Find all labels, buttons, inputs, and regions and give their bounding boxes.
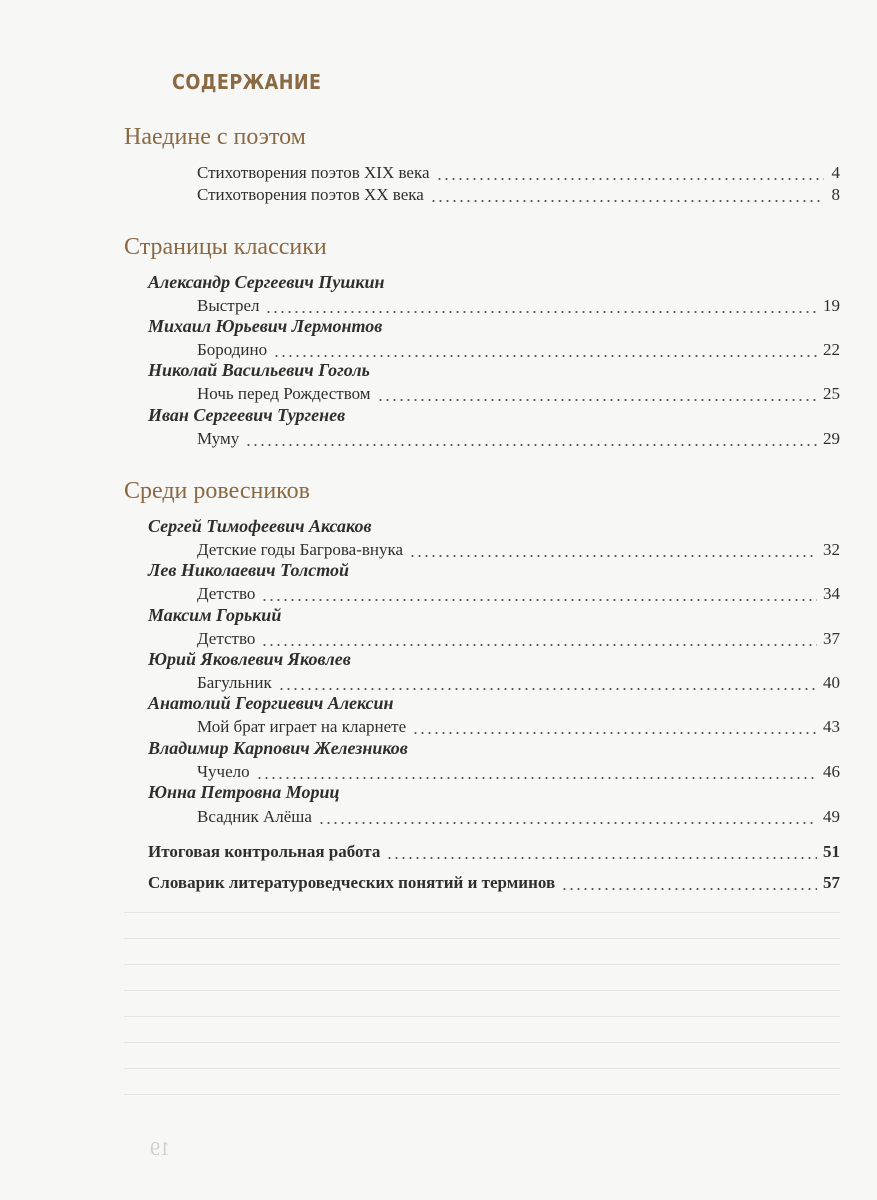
entry-page: 8: [831, 185, 840, 204]
entry-page: 43: [823, 717, 840, 736]
dot-leader: [436, 177, 825, 181]
entry-page: 51: [823, 842, 840, 861]
toc-entry-glossary[interactable]: [148, 873, 840, 895]
entry-page: 4: [831, 163, 840, 182]
entry-page: 46: [823, 762, 840, 781]
dot-leader: [377, 398, 817, 402]
entry-title: Детство: [197, 629, 256, 648]
entry-page: 29: [823, 429, 840, 448]
author-name: Иван Сергеевич Тургенев: [148, 405, 346, 425]
entry-title: Багульник: [197, 673, 272, 692]
toc-entry[interactable]: [197, 384, 840, 406]
dot-leader: [430, 199, 824, 203]
author-name: Сергей Тимофеевич Аксаков: [148, 516, 372, 536]
toc-entry[interactable]: [197, 296, 840, 318]
entry-title: Детские годы Багрова-внука: [197, 540, 404, 559]
author-name: Александр Сергеевич Пушкин: [148, 272, 385, 292]
author-name: Лев Николаевич Толстой: [148, 560, 350, 580]
entry-title: Итоговая контрольная работа: [148, 842, 381, 861]
entry-page: 22: [823, 340, 840, 359]
toc-entry[interactable]: [197, 185, 840, 207]
page-folio-showthrough: 19: [150, 1138, 170, 1160]
dot-leader: [265, 310, 817, 314]
toc-entry[interactable]: [197, 629, 840, 651]
toc-entry[interactable]: [197, 429, 840, 451]
author-name: Юрий Яковлевич Яковлев: [148, 649, 351, 669]
entry-page: 25: [823, 384, 840, 403]
entry-page: 57: [823, 873, 840, 892]
section-title-naedine: Наедине с поэтом: [124, 124, 306, 150]
ruled-line: [124, 990, 840, 991]
dot-leader: [245, 443, 817, 447]
toc-entry[interactable]: [197, 584, 840, 606]
entry-page: 32: [823, 540, 840, 559]
dot-leader: [278, 687, 817, 691]
section-title-klassika: Страницы классики: [124, 234, 327, 260]
ruled-line: [124, 1042, 840, 1043]
author-name: Владимир Карпович Железников: [148, 738, 408, 758]
section-title-rovesniki: Среди ровесников: [124, 478, 310, 504]
entry-page: 40: [823, 673, 840, 692]
toc-entry-final-test[interactable]: [148, 842, 840, 864]
entry-title: Ночь перед Рождеством: [197, 384, 371, 403]
author-name: Юнна Петровна Мориц: [148, 782, 340, 802]
author-name: Михаил Юрьевич Лермонтов: [148, 316, 383, 336]
entry-title: Выстрел: [197, 296, 260, 315]
author-name: Николай Васильевич Гоголь: [148, 360, 370, 380]
ruled-line: [124, 938, 840, 939]
entry-title: Словарик литературоведческих понятий и терминов: [148, 873, 556, 892]
toc-entry[interactable]: [197, 163, 840, 185]
toc-entry[interactable]: [197, 807, 840, 829]
entry-title: Всадник Алёша: [197, 807, 312, 826]
entry-title: Детство: [197, 584, 256, 603]
dot-leader: [256, 776, 817, 780]
dot-leader: [261, 643, 817, 647]
dot-leader: [318, 821, 817, 825]
page-title: СОДЕРЖАНИЕ: [172, 70, 322, 94]
entry-title: Стихотворения поэтов XIX века: [197, 163, 430, 182]
toc-entry[interactable]: [197, 340, 840, 362]
toc-entry[interactable]: [197, 540, 840, 562]
ruled-line: [124, 964, 840, 965]
dot-leader: [261, 598, 817, 602]
toc-entry[interactable]: [197, 762, 840, 784]
ruled-line: [124, 1068, 840, 1069]
dot-leader: [273, 354, 817, 358]
entry-page: 34: [823, 584, 840, 603]
entry-title: Бородино: [197, 340, 268, 359]
entry-title: Стихотворения поэтов XX века: [197, 185, 424, 204]
entry-title: Чучело: [197, 762, 250, 781]
entry-page: 49: [823, 807, 840, 826]
author-name: Максим Горький: [148, 605, 282, 625]
entry-title: Мой брат играет на кларнете: [197, 717, 407, 736]
toc-entry[interactable]: [197, 717, 840, 739]
entry-title: Муму: [197, 429, 240, 448]
dot-leader: [561, 887, 817, 891]
entry-page: 19: [823, 296, 840, 315]
dot-leader: [409, 554, 817, 558]
author-name: Анатолий Георгиевич Алексин: [148, 693, 394, 713]
dot-leader: [386, 856, 817, 860]
ruled-line: [124, 1016, 840, 1017]
dot-leader: [412, 731, 817, 735]
toc-entry[interactable]: [197, 673, 840, 695]
ruled-line: [124, 912, 840, 913]
entry-page: 37: [823, 629, 840, 648]
ruled-line: [124, 1094, 840, 1095]
